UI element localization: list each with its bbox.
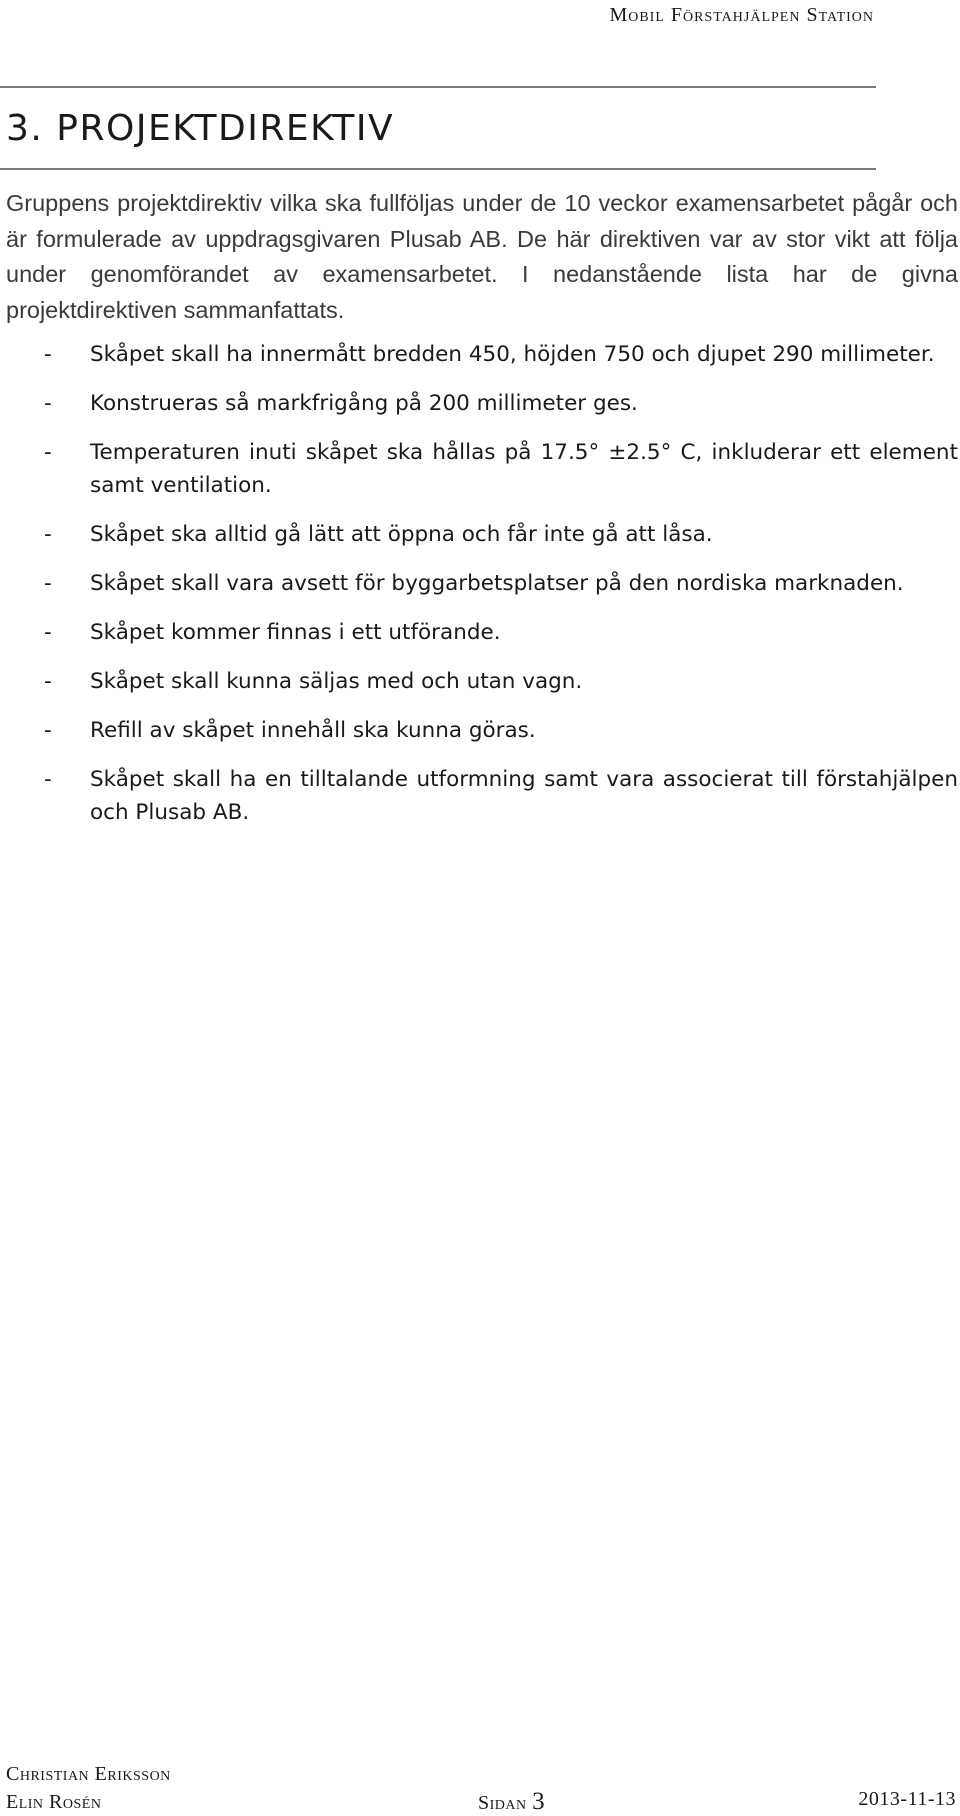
page-number: 3 — [532, 1788, 546, 1815]
directive-text: Konstrueras så markfrigång på 200 millimeter ges. — [90, 391, 638, 416]
list-item — [6, 436, 958, 502]
directive-text: Skåpet skall ha innermått bredden 450, höjden 750 och djupet 290 millimeter. — [90, 342, 935, 367]
list-item — [6, 567, 958, 600]
directive-text: Skåpet ska alltid gå lätt att öppna och får inte gå att låsa. — [90, 522, 713, 547]
directive-text: Skåpet skall kunna säljas med och utan vagn. — [90, 669, 583, 694]
list-item — [6, 518, 958, 551]
directive-text: Temperaturen inuti skåpet ska hållas på 17.5° ±2.5° C, inkluderar ett element samt ventilation. — [90, 440, 958, 498]
list-item — [6, 714, 958, 747]
footer-date: 2013-11-13 — [858, 1788, 956, 1810]
directive-text: Refill av skåpet innehåll ska kunna göras. — [90, 718, 536, 743]
directive-text: Skåpet kommer finnas i ett utförande. — [90, 620, 501, 645]
heading-divider — [0, 168, 876, 170]
footer-author-2: Elin Rosén — [6, 1791, 102, 1813]
intro-paragraph: Gruppens projektdirektiv vilka ska fullföljas under de 10 veckor examensarbetet pågår och är formulerade av uppdragsgivaren Plusab AB. De här direktiven var av stor vikt att följa under genomförandet av examensarbetet. I nedanstående lista har de givna projektdirektiven sammanfattats. — [6, 190, 958, 323]
dash-bullet: - — [44, 669, 52, 694]
dash-bullet: - — [44, 342, 52, 367]
page-label: Sidan — [478, 1792, 527, 1814]
dash-bullet: - — [44, 767, 52, 792]
section-heading: 3. PROJEKTDIREKTIV — [6, 108, 395, 149]
list-item — [6, 338, 958, 371]
list-item — [6, 763, 958, 829]
footer-page-number — [478, 1788, 545, 1816]
dash-bullet: - — [44, 718, 52, 743]
dash-bullet: - — [44, 571, 52, 596]
dash-bullet: - — [44, 522, 52, 547]
header-divider — [0, 86, 876, 88]
dash-bullet: - — [44, 620, 52, 645]
dash-bullet: - — [44, 440, 52, 465]
dash-bullet: - — [44, 391, 52, 416]
list-item — [6, 616, 958, 649]
directive-text: Skåpet skall ha en tilltalande utformning samt vara associerat till förstahjälpen och Plusab AB. — [90, 767, 958, 825]
directive-text: Skåpet skall vara avsett för byggarbetsplatser på den nordiska marknaden. — [90, 571, 904, 596]
footer-author-1: Christian Eriksson — [6, 1763, 171, 1785]
directive-list — [6, 338, 958, 845]
list-item — [6, 387, 958, 420]
list-item — [6, 665, 958, 698]
running-header: Mobil Förstahjälpen Station — [609, 4, 874, 26]
footer-authors — [6, 1760, 171, 1816]
